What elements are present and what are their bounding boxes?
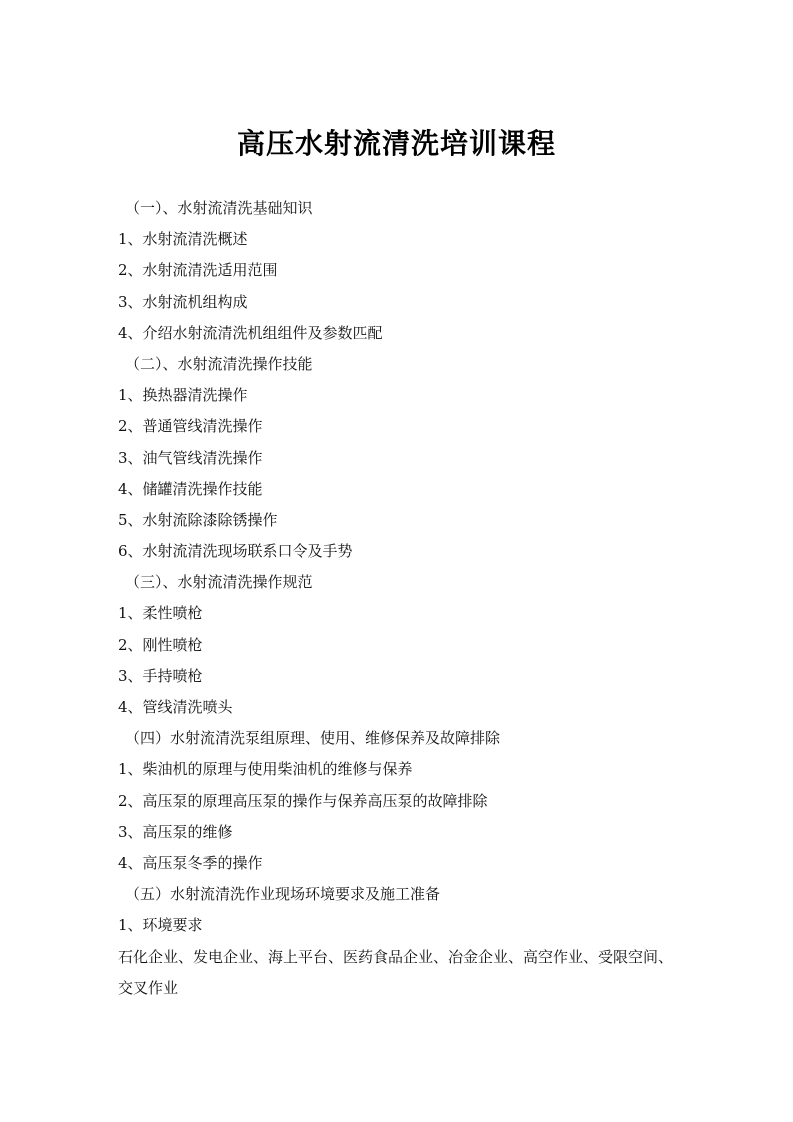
outline-item: 1、柔性喷枪 <box>118 604 203 623</box>
outline-item: 3、水射流机组构成 <box>118 292 248 311</box>
outline-item: 5、水射流除漆除锈操作 <box>118 510 278 529</box>
outline-item: 1、水射流清洗概述 <box>118 230 248 249</box>
outline-item: 3、高压泵的维修 <box>118 822 233 841</box>
outline-item: 4、高压泵冬季的操作 <box>118 853 263 872</box>
outline-item: 2、水射流清洗适用范围 <box>118 261 278 280</box>
environment-paragraph: 石化企业、发电企业、海上平台、医药食品企业、冶金企业、高空作业、受限空间、交叉作业 <box>118 947 674 997</box>
outline-item: 4、管线清洗喷头 <box>118 698 233 716</box>
outline-item: 2、普通管线清洗操作 <box>118 417 263 436</box>
section-heading: （二）、水射流清洗操作技能 <box>125 354 313 373</box>
outline-item: 2、高压泵的原理高压泵的操作与保养高压泵的故障排除 <box>118 791 488 810</box>
outline-item: 3、油气管线清洗操作 <box>118 448 263 467</box>
outline-item: 1、环境要求 <box>118 916 203 935</box>
outline-item: 4、介绍水射流清洗机组组件及参数匹配 <box>118 323 383 342</box>
section-heading: （五）水射流清洗作业现场环境要求及施工准备 <box>125 885 441 904</box>
document-body <box>118 193 680 1004</box>
section-heading: （三）、水射流清洗操作规范 <box>125 573 313 592</box>
section-heading: （四）水射流清洗泵组原理、使用、维修保养及故障排除 <box>125 729 501 748</box>
document-title: 高压水射流清洗培训课程 <box>236 127 556 160</box>
section-heading: （一）、水射流清洗基础知识 <box>125 199 313 217</box>
outline-item: 1、柴油机的原理与使用柴油机的维修与保养 <box>118 760 413 779</box>
outline-item: 4、储罐清洗操作技能 <box>118 479 263 498</box>
outline-item: 3、手持喷枪 <box>118 666 203 685</box>
outline-item: 1、换热器清洗操作 <box>118 386 248 405</box>
outline-list <box>118 193 680 942</box>
outline-item: 2、刚性喷枪 <box>118 635 203 654</box>
outline-item: 6、水射流清洗现场联系口令及手势 <box>118 542 353 561</box>
